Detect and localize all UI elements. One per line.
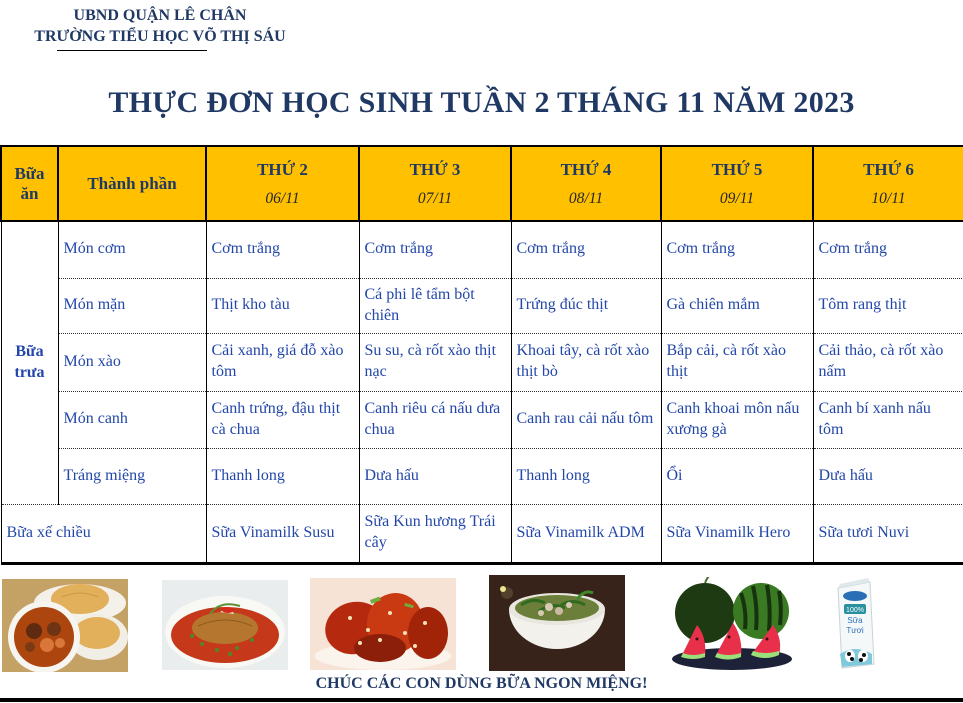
- meal-column-header: Bữa ăn: [1, 146, 58, 221]
- dish-cell: Canh trứng, đậu thịt cà chua: [206, 391, 359, 448]
- menu-table: [0, 145, 963, 565]
- vegetable-soup-photo: [489, 575, 625, 671]
- day-label: THỨ 3: [409, 159, 461, 179]
- dish-cell: Dưa hấu: [359, 448, 511, 504]
- dish-cell: Trứng đúc thịt: [511, 278, 661, 333]
- milk-carton-photo: [826, 576, 883, 672]
- day-date: 10/11: [871, 189, 906, 207]
- dish-cell: Sữa tươi Nuvi: [813, 504, 963, 563]
- day-label: THỨ 4: [560, 159, 612, 179]
- day-label: THỨ 6: [863, 159, 914, 179]
- dish-cell: Sữa Vinamilk Susu: [206, 504, 359, 563]
- dish-cell: Cơm trắng: [661, 221, 813, 278]
- table-row-stirfry: [1, 333, 963, 391]
- day-date: 09/11: [719, 189, 755, 207]
- dish-cell: Canh rau cải nấu tôm: [511, 391, 661, 448]
- day-header-wed: [511, 146, 661, 221]
- day-date: 07/11: [417, 189, 453, 207]
- dish-cell: Cơm trắng: [511, 221, 661, 278]
- dish-cell: Thanh long: [511, 448, 661, 504]
- day-label: THỨ 2: [257, 159, 308, 179]
- dish-cell: Thanh long: [206, 448, 359, 504]
- day-header-fri: [813, 146, 963, 221]
- page-title: THỰC ĐƠN HỌC SINH TUẦN 2 THÁNG 11 NĂM 2023: [108, 86, 855, 119]
- dish-cell: Khoai tây, cà rốt xào thịt bò: [511, 333, 661, 391]
- svg-text:Sữa: Sữa: [847, 616, 863, 625]
- row-label-savory: Món mặn: [58, 278, 206, 333]
- table-row-dessert: [1, 448, 963, 504]
- table-row-savory: [1, 278, 963, 333]
- bottom-divider: [0, 698, 963, 702]
- day-header-thu: [661, 146, 813, 221]
- dish-cell: Canh bí xanh nấu tôm: [813, 391, 963, 448]
- school-name-underline: [57, 50, 207, 51]
- day-date: 08/11: [568, 189, 604, 207]
- component-column-header: Thành phần: [58, 146, 206, 221]
- dish-cell: Cơm trắng: [206, 221, 359, 278]
- footer-message: CHÚC CÁC CON DÙNG BỮA NGON MIỆNG!: [315, 675, 648, 692]
- dish-cell: Sữa Vinamilk ADM: [511, 504, 661, 563]
- dish-cell: Canh riêu cá nấu dưa chua: [359, 391, 511, 448]
- dish-cell: Cá phi lê tẩm bột chiên: [359, 278, 511, 333]
- row-label-dessert: Tráng miệng: [58, 448, 206, 504]
- dish-cell: Bắp cải, cà rốt xào thịt: [661, 333, 813, 391]
- beef-stew-with-bread-photo: [2, 579, 128, 672]
- day-header-mon: [206, 146, 359, 221]
- dish-cell: Cơm trắng: [813, 221, 963, 278]
- dish-cell: Su su, cà rốt xào thịt nạc: [359, 333, 511, 391]
- dish-cell: Canh khoai môn nấu xương gà: [661, 391, 813, 448]
- day-date: 06/11: [265, 189, 300, 207]
- svg-text:Tươi: Tươi: [846, 626, 864, 635]
- table-row-afternoon-snack: [1, 504, 963, 563]
- row-label-soup: Món canh: [58, 391, 206, 448]
- row-label-rice: Món cơm: [58, 221, 206, 278]
- watermelon-photo: [663, 577, 801, 672]
- table-row-rice: [1, 221, 963, 278]
- dish-cell: Thịt kho tàu: [206, 278, 359, 333]
- day-label: THỨ 5: [711, 159, 763, 179]
- row-label-stirfry: Món xào: [58, 333, 206, 391]
- org-header: [0, 6, 320, 48]
- braised-ribs-photo: [310, 578, 456, 670]
- dish-cell: Cải xanh, giá đỗ xào tôm: [206, 333, 359, 391]
- dish-cell: Dưa hấu: [813, 448, 963, 504]
- dish-cell: Gà chiên mắm: [661, 278, 813, 333]
- afternoon-meal-label: Bữa xế chiều: [1, 504, 206, 563]
- dish-cell: Ổi: [661, 448, 813, 504]
- day-header-tue: [359, 146, 511, 221]
- school-name-line2: TRƯỜNG TIỂU HỌC VÕ THỊ SÁU: [34, 27, 286, 45]
- header-row: [1, 146, 963, 221]
- table-row-soup: [1, 391, 963, 448]
- fish-in-tomato-sauce-photo: [162, 580, 288, 670]
- dish-cell: Tôm rang thịt: [813, 278, 963, 333]
- dish-cell: Cải thảo, cà rốt xào nấm: [813, 333, 963, 391]
- dish-cell: Sữa Vinamilk Hero: [661, 504, 813, 563]
- lunch-meal-label: Bữa trưa: [1, 221, 58, 504]
- org-name-line1: UBND QUẬN LÊ CHÂN: [73, 7, 247, 24]
- dish-cell: Sữa Kun hương Trái cây: [359, 504, 511, 563]
- dish-cell: Cơm trắng: [359, 221, 511, 278]
- svg-text:100%: 100%: [846, 607, 864, 614]
